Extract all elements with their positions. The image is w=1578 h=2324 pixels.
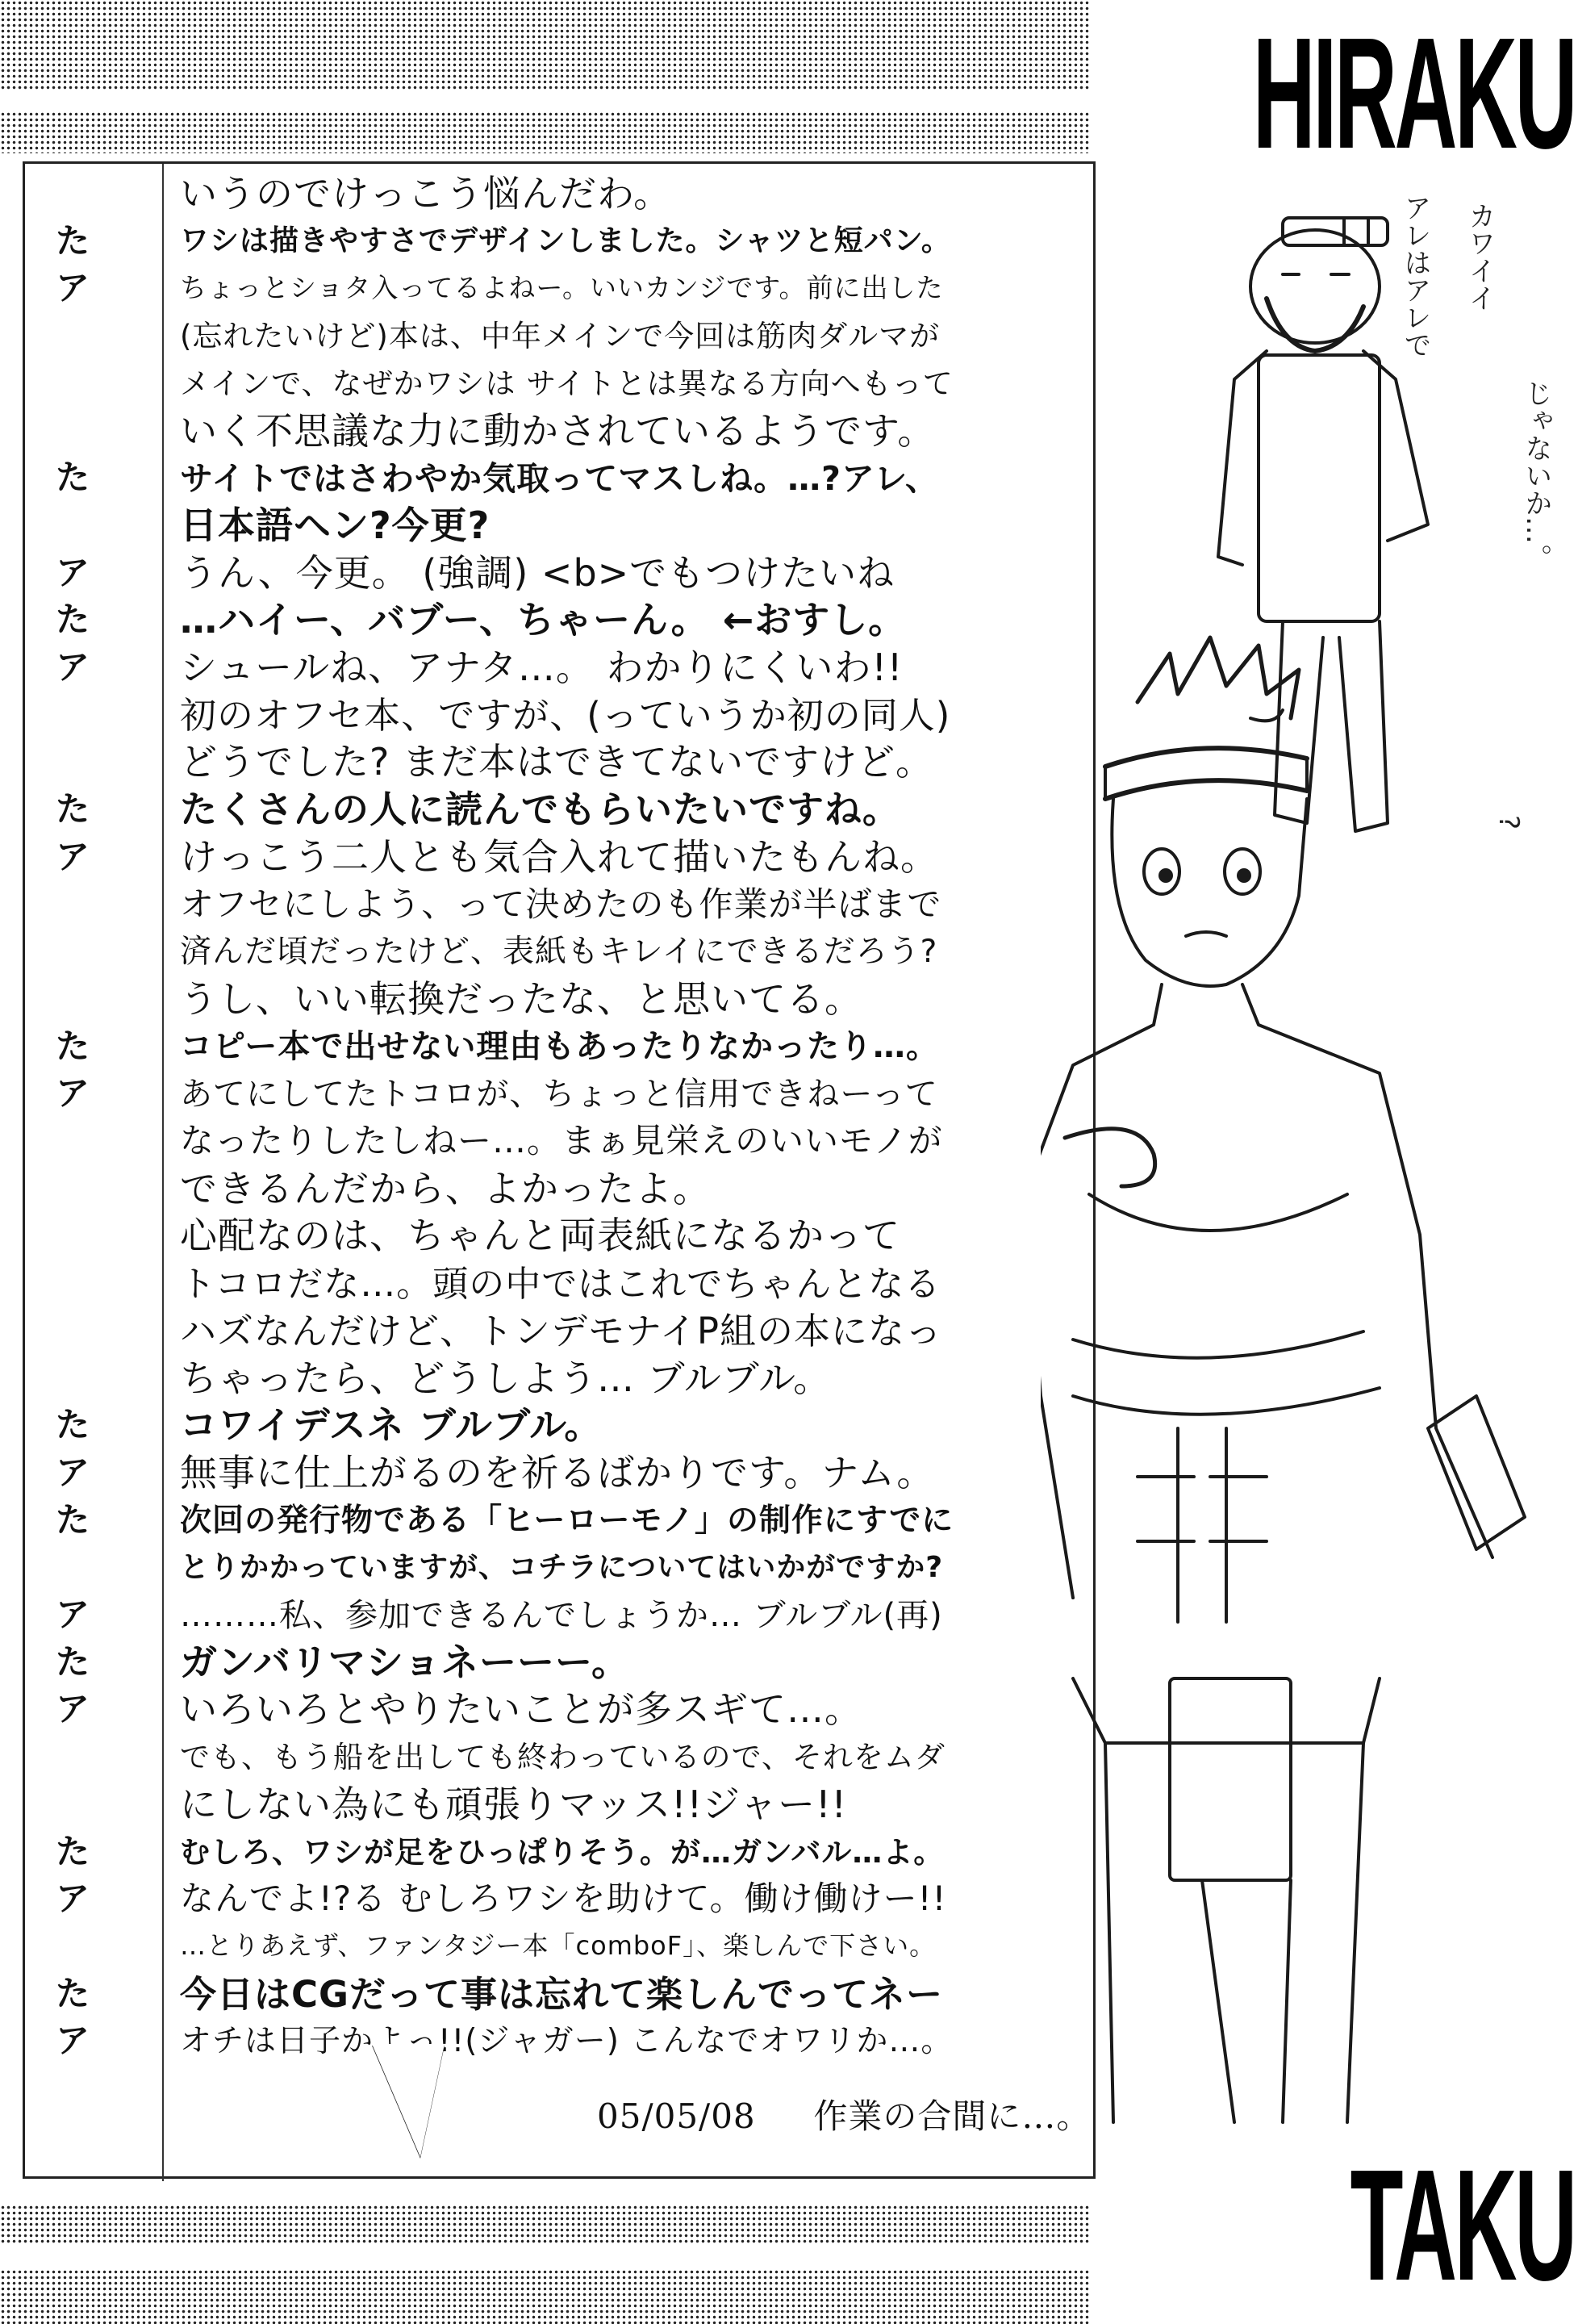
dialogue-line [25,309,961,357]
dialogue-line [25,1304,961,1352]
dialogue-line [25,972,961,1021]
dialogue-text: …ハイー、バブー、ちゃーん。 ←おすし。 [180,598,907,642]
afterword-card [23,161,1096,2179]
dialogue-speaker: た [56,220,91,261]
divider-band-bottom [0,2245,1089,2269]
dialogue-speaker: た [56,1831,91,1871]
dialogue-text: サイトではさわやか気取ってマスしね。…?アレ、 [180,458,939,498]
divider-band-top [0,90,1089,111]
footer-date: 05/05/08 [597,2096,756,2136]
dialogue-text: ワシは描きやすさでデザインしました。シャツと短パン。 [180,224,951,258]
dialogue-text: ちょっとショタ入ってるよねー。いいカンジです。前に出した [180,271,944,303]
dialogue-line [25,735,961,784]
dialogue-line [25,1209,961,1257]
dialogue-line [25,688,961,737]
dialogue-text: いうのでけっこう悩んだわ。 [180,172,672,215]
art-note-2: アレはアレで [1399,194,1431,358]
dialogue-text: むしろ、ワシが足をひっぱりそう。が…ガンバル…よ。 [180,1834,945,1870]
dialogue-speaker: ア [56,552,91,592]
dialogue-line [25,404,961,453]
dialogue-speaker: ア [56,836,91,876]
dialogue-speaker: ア [56,1689,91,1729]
dialogue-line [25,830,961,879]
dialogue-line [25,1114,961,1163]
dialogue-text: 初のオフセ本、ですが、(っていうか初の同人) [180,694,951,738]
dialogue-text: なんでよ!?る むしろワシを助けて。働け働けー!! [180,1879,947,1919]
dialogue-line [25,1967,961,2016]
dialogue-speaker: ア [56,268,91,308]
dialogue-line [25,546,961,595]
dialogue-text: オチは日子かよっ!!(ジャガー) こんなでオワリか…。 [180,2023,954,2060]
halftone-band-top [0,0,1089,90]
dialogue-text: けっこう二人とも気合入れて描いたもんね。 [180,834,938,879]
dialogue-text: 心配なのは、ちゃんと両表紙になるかって [180,1214,900,1258]
speech-bubble-tail [372,2044,445,2157]
dialogue-line [25,1352,961,1400]
dialogue-text: シュールね、アナタ…。 わかりにくいわ!! [180,646,904,689]
dialogue-speaker: ア [56,2021,91,2061]
character-sketch [1041,186,1557,2138]
dialogue-line [25,215,961,263]
dialogue-line [25,2014,961,2063]
dialogue-text: でも、もう船を出しても終わっているので、それをムダ [180,1740,946,1775]
dialogue-line [25,1162,961,1210]
dialogue-text: オフセにしよう、って決めたのも作業が半ばまで [180,884,942,924]
dialogue-line [25,783,961,831]
dialogue-line [25,1730,961,1779]
dialogue-text: とりかかっていますが、コチラについてはいかがですか? [180,1550,944,1584]
dialogue-line [25,1636,961,1684]
dialogue-text: …とりあえず、ファンタジー本「comboF」、楽しんで下さい。 [180,1929,937,1961]
dialogue-text: 無事に仕上がるのを祈るばかりです。ナム。 [180,1450,935,1494]
dialogue-speaker: た [56,1973,91,2013]
dialogue-speaker: た [56,789,91,830]
dialogue-line [25,593,961,642]
dialogue-text: (忘れたいけど)本は、中年メインで今回は筋肉ダルマが [180,319,941,354]
dialogue-text: 今日はCGだって事は忘れて楽しんでってネー [180,1973,943,2017]
dialogue-line [25,1588,961,1636]
dialogue-speaker: た [56,1499,91,1540]
dialogue-text: トコロだな…。頭の中ではこれでちゃんとなる [180,1264,941,1306]
dialogue-line [25,1920,961,1968]
dialogue-text: なったりしたしねー…。まぁ見栄えのいいモノが [180,1121,943,1160]
dialogue-line [25,1682,961,1731]
dialogue-text: 日本語ヘン?今更? [180,503,491,547]
dialogue-line [25,878,961,926]
dialogue-text: ちゃったら、どうしよう… ブルブル。 [180,1356,832,1400]
dialogue-text: ハズなんだけど、トンデモナイP組の本になっ [180,1310,942,1353]
dialogue-text: 済んだ頃だったけど、表紙もキレイにできるだろう? [180,934,938,971]
art-note-1: カワイイ [1463,202,1496,311]
dialogue-text: いろいろとやりたいことが多スギて…。 [180,1687,862,1732]
dialogue-line [25,167,961,215]
dialogue-speaker: た [56,458,91,498]
dialogue-speaker: ア [56,1073,91,1114]
dialogue-text: ………私、参加できるんでしょうか… ブルブル(再) [180,1596,943,1634]
dialogue-line [25,1540,961,1589]
dialogue-line [25,499,961,547]
dialogue-line [25,925,961,973]
dialogue-text: メインで、なぜかワシは サイトとは異なる方向へもって [180,366,954,401]
footer-note-text: 作業の合間に…。 [813,2096,1092,2136]
dialogue-line [25,357,961,405]
dialogue-speaker: た [56,600,91,640]
halftone-band-bottom-upper [0,2205,1089,2245]
dialogue-text: にしない為にも頑張りマッス!!ジャー!! [180,1782,848,1826]
dialogue-line [25,1256,961,1305]
dialogue-line [25,1446,961,1494]
art-note-3: じゃないか…。 [1520,379,1552,571]
dialogue-line [25,1872,961,1921]
dialogue-speaker: ア [56,647,91,687]
dialogue-line [25,1067,961,1115]
dialogue-text: できるんだから、よかったよ。 [180,1166,711,1210]
dialogue-text: うん、今更。 (強調) <b>でもつけたいね [180,550,895,595]
dialogue-speaker: ア [56,1595,91,1634]
dialogue-text: どうでした? まだ本はできてないですけど。 [180,740,934,784]
dialogue-line [25,1494,961,1542]
dialogue-text: あてにしてたトコロが、ちょっと信用できねーって [180,1075,938,1113]
dialogue-line [25,1398,961,1447]
dialogue-text: うし、いい転換だったな、と思いてる。 [180,976,862,1021]
dialogue-text: ガンバリマショネーーー。 [180,1640,630,1684]
art-note-4: ? [1492,815,1525,830]
title-hiraku: HIRAKU [1252,5,1575,182]
dialogue-text: たくさんの人に読んでもらいたいですね。 [180,788,900,832]
dialogue-speaker: た [56,1405,91,1445]
halftone-band-top-lower [0,111,1089,153]
dialogue-speaker: た [56,1641,91,1682]
footer-signature [597,2090,1091,2138]
character-illustration [1041,186,1557,2138]
dialogue-line [25,641,961,689]
title-taku: TAKU [1350,2137,1575,2314]
dialogue-text: 次回の発行物である「ヒーローモノ」の制作にすでに [180,1502,954,1539]
dialogue-speaker: た [56,1026,91,1066]
dialogue-line [25,261,961,310]
dialogue-line [25,1778,961,1826]
dialogue-speaker: ア [56,1452,91,1492]
dialogue-text: いく不思議な力に動かされているようです。 [180,408,936,453]
dialogue-text: コワイデスネ ブルブル。 [180,1403,603,1448]
dialogue-line [25,451,961,499]
dialogue-line [25,1020,961,1068]
large-character-sketch [1041,637,1525,2122]
dialogue-text: コピー本で出せない理由もあったりなかったり…。 [180,1028,939,1066]
dialogue-speaker: ア [56,1879,91,1919]
halftone-band-bottom [0,2269,1089,2324]
dialogue-line [25,1825,961,1874]
